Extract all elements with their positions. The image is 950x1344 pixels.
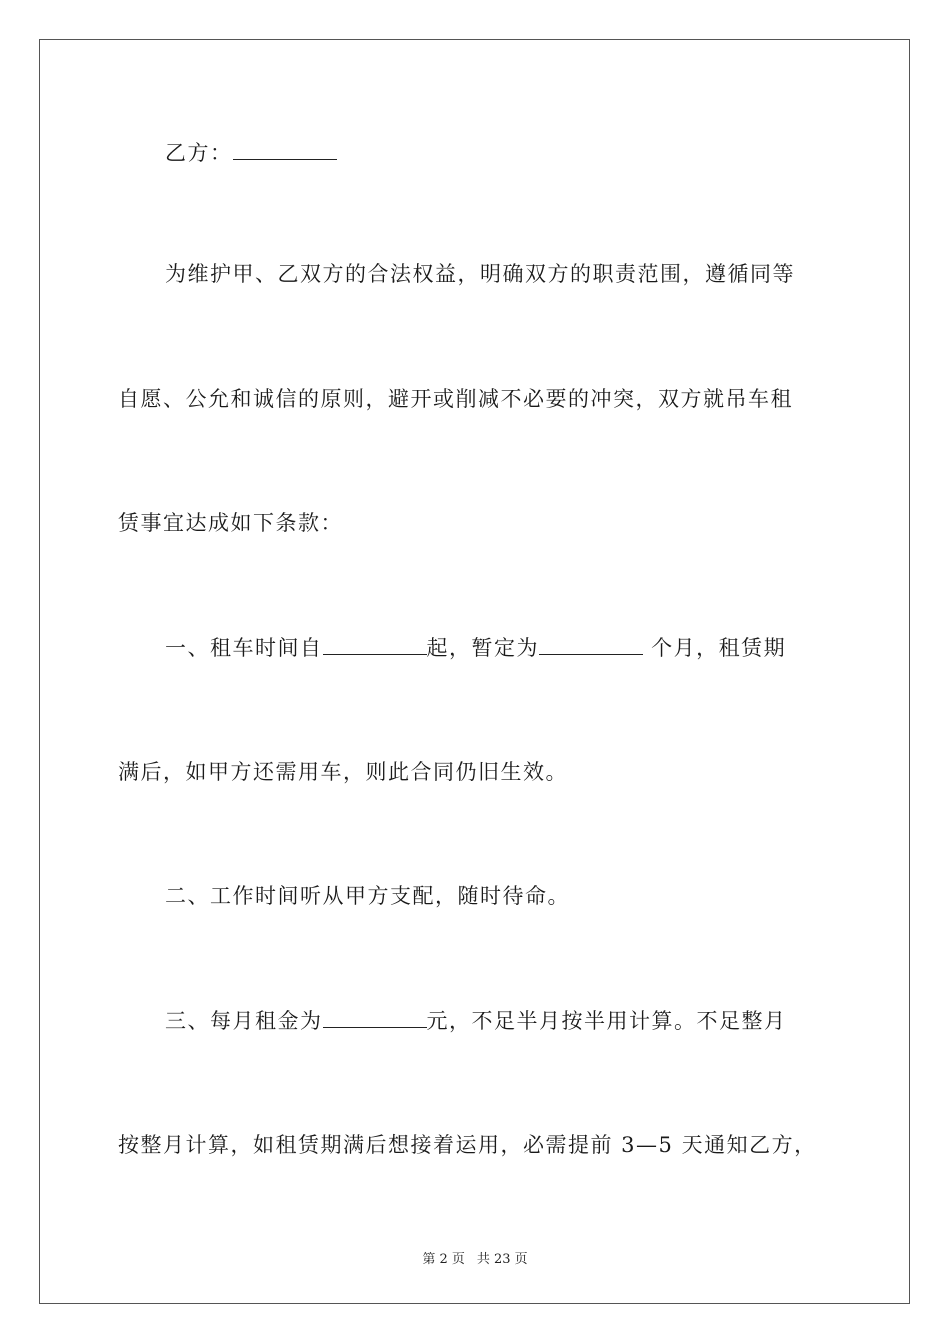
clause-3-text-b: 元，不足半月按半用计算。不足整月 [426,1009,787,1033]
page-border [39,39,910,1304]
party-b-line [165,137,337,168]
page-footer [0,1248,950,1267]
clause-3-line [165,1005,787,1036]
clause-2-line: 二、工作时间听从甲方支配，随时待命。 [165,884,570,908]
page-total: 共 23 页 [476,1252,528,1267]
clause-1-text-b: 起，暂定为 [426,636,539,660]
monthly-rent-blank[interactable] [323,1005,427,1028]
paragraph-line: 满后，如甲方还需用车，则此合同仍旧生效。 [118,760,568,784]
clause-1-text-c: 个月，租赁期 [643,636,787,660]
paragraph-line: 赁事宜达成如下条款： [118,511,343,535]
paragraph-line: 按整月计算，如租赁期满后想接着运用，必需提前 3—5 天通知乙方， [118,1133,817,1157]
party-b-label: 乙方： [165,141,233,165]
party-b-blank[interactable] [233,137,337,160]
page-number: 第 2 页 [422,1252,465,1267]
clause-1-text-a: 一、租车时间自 [165,636,323,660]
paragraph-line: 为维护甲、乙双方的合法权益，明确双方的职责范围，遵循同等 [165,262,795,286]
rental-start-blank[interactable] [323,632,427,655]
clause-1-line [165,632,786,663]
paragraph-line: 自愿、公允和诚信的原则，避开或削减不必要的冲突，双方就吊车租 [118,387,793,411]
rental-months-blank[interactable] [539,632,643,655]
clause-3-text-a: 三、每月租金为 [165,1009,323,1033]
